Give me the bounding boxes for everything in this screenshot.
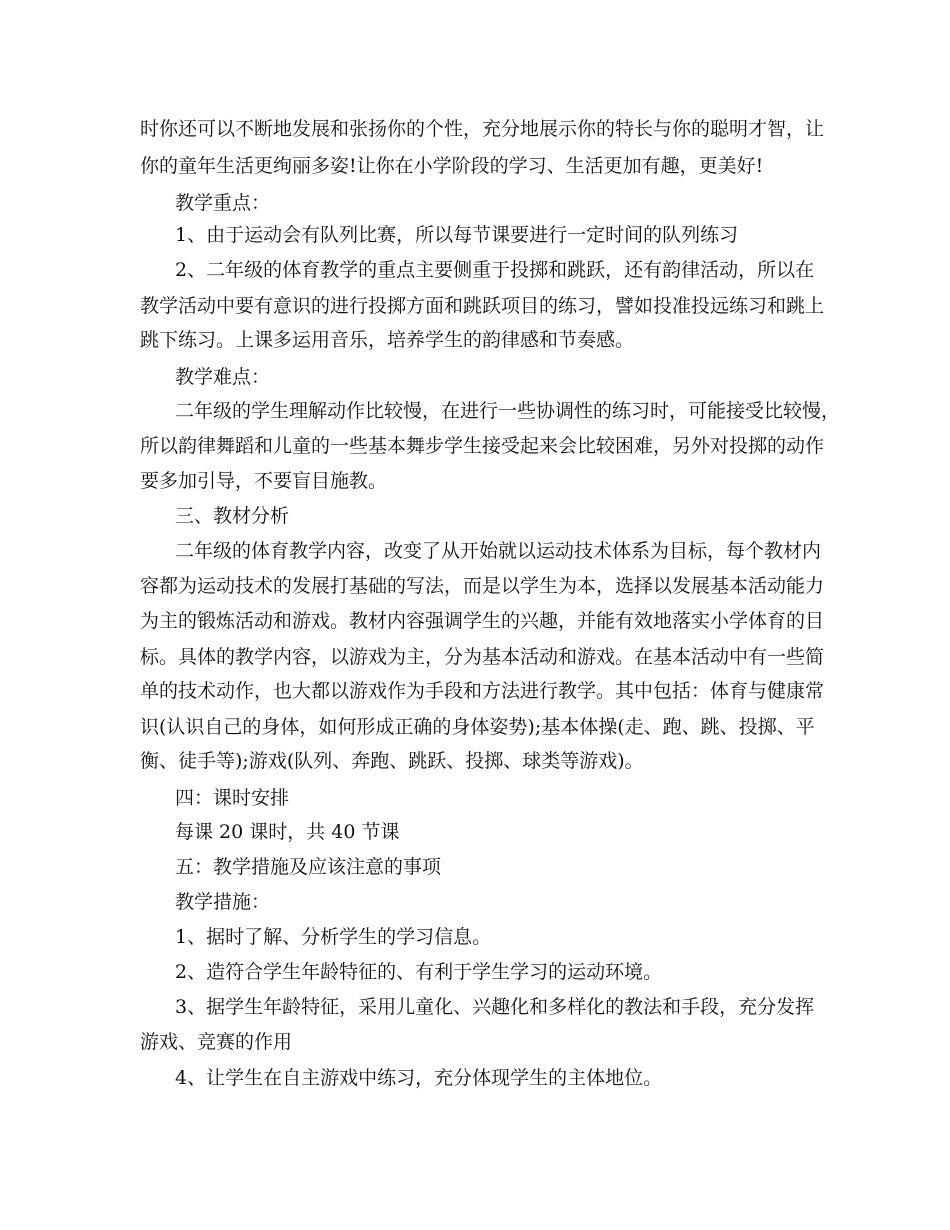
section-heading: 教学难点： — [175, 366, 271, 388]
text-line: 要多加引导，不要盲目施教。 — [140, 470, 388, 492]
text-line: 游戏、竞赛的作用 — [140, 1031, 293, 1053]
text-line: 3、据学生年龄特征，采用儿童化、兴趣化和多样化的教法和手段，充分发挥 — [175, 996, 815, 1018]
text-line: 每课 20 课时，共 40 节课 — [175, 821, 400, 843]
text-line: 你的童年生活更绚丽多姿!让你在小学阶段的学习、生活更加有趣，更美好! — [140, 155, 764, 177]
text-line: 为主的锻炼活动和游戏。教材内容强调学生的兴趣，并能有效地落实小学体育的目 — [140, 610, 825, 632]
text-line: 4、让学生在自主游戏中练习，充分体现学生的主体地位。 — [175, 1067, 663, 1089]
section-heading: 三、教材分析 — [175, 505, 290, 527]
text-line: 二年级的学生理解动作比较慢，在进行一些协调性的练习时，可能接受比较慢， — [175, 400, 841, 422]
text-line: 二年级的体育教学内容，改变了从开始就以运动技术体系为目标，每个教材内 — [175, 540, 822, 562]
text-line: 容都为运动技术的发展打基础的写法，而是以学生为本，选择以发展基本活动能力 — [140, 575, 825, 597]
section-heading: 教学措施： — [175, 891, 271, 913]
text-line: 单的技术动作，也大都以游戏作为手段和方法进行教学。其中包括：体育与健康常 — [140, 680, 825, 702]
section-heading: 四：课时安排 — [175, 787, 290, 809]
section-heading: 教学重点： — [175, 192, 271, 214]
text-line: 所以韵律舞蹈和儿童的一些基本舞步学生接受起来会比较困难，另外对投掷的动作 — [140, 435, 825, 457]
section-heading: 五：教学措施及应该注意的事项 — [175, 856, 442, 878]
text-line: 教学活动中要有意识的进行投掷方面和跳跃项目的练习，譬如投准投远练习和跳上 — [140, 295, 825, 317]
text-line: 衡、徒手等);游戏(队列、奔跑、跳跃、投掷、球类等游戏)。 — [140, 750, 644, 772]
text-line: 2、二年级的体育教学的重点主要侧重于投掷和跳跃，还有韵律活动，所以在 — [175, 259, 815, 281]
text-line: 时你还可以不断地发展和张扬你的个性，充分地展示你的特长与你的聪明才智，让 — [140, 118, 825, 140]
text-line: 1、由于运动会有队列比赛，所以每节课要进行一定时间的队列练习 — [175, 224, 739, 246]
text-line: 跳下练习。上课多运用音乐，培养学生的韵律感和节奏感。 — [140, 329, 635, 351]
text-line: 标。具体的教学内容，以游戏为主，分为基本活动和游戏。在基本活动中有一些简 — [140, 646, 825, 668]
text-line: 识(认识自己的身体，如何形成正确的身体姿势);基本体操(走、跑、跳、投掷、平 — [140, 716, 815, 738]
text-line: 1、据时了解、分析学生的学习信息。 — [175, 926, 492, 948]
text-line: 2、造符合学生年龄特征的、有利于学生学习的运动环境。 — [175, 961, 663, 983]
